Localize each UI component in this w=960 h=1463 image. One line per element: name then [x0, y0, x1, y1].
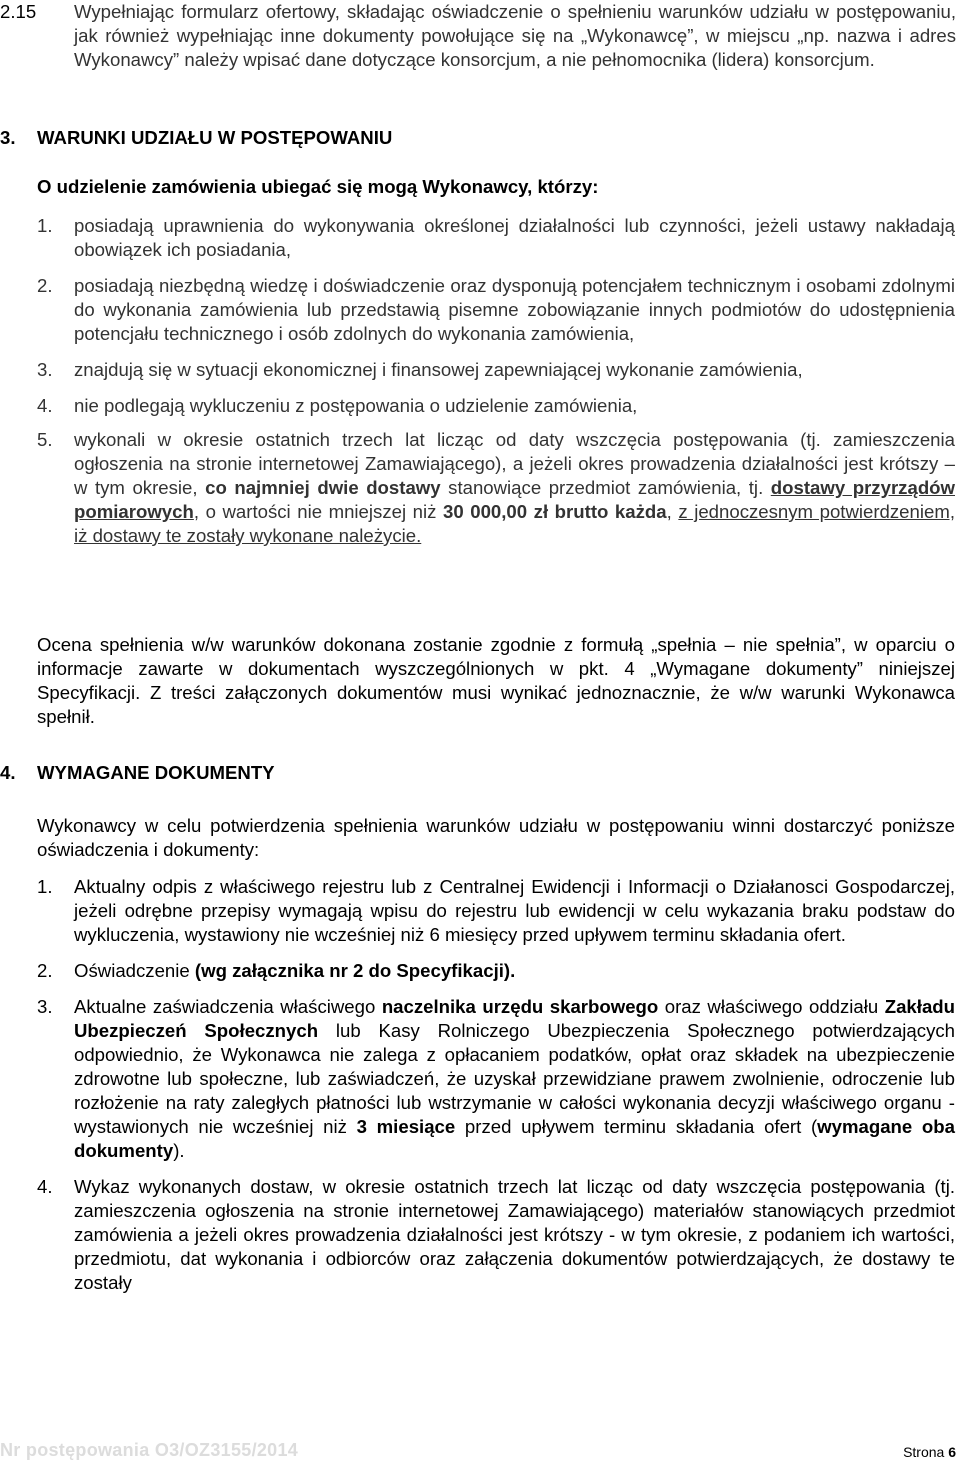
list-item	[37, 428, 955, 548]
list-item-text: ).	[173, 1140, 185, 1161]
list-item-text: przed upływem terminu składania ofert (	[464, 1116, 818, 1137]
section-3-title: WARUNKI UDZIAŁU W POSTĘPOWANIU	[37, 127, 393, 148]
list-item-text: Aktualny odpis z właściwego rejestru lub z Centralnej Ewidencji i Informacji o Działanosci Gospodarczej, jeżeli odrębne przepisy wymagają wpisu do rejestru lub ewidencji w celu wykazania braku podstaw do wykluczenia, wystawiony nie wcześniej niż 6 miesięcy przed upływem terminu składania ofert.	[74, 876, 955, 945]
list-item-text: posiadają uprawnienia do wykonywania określonej działalności lub czynności, jeżeli ustawy nakładają obowiązek ich posiadania,	[74, 215, 955, 260]
section-2-15-number: 2.15	[0, 1, 37, 22]
footer-reference: Nr postępowania O3/OZ3155/2014	[0, 1440, 299, 1460]
list-item-number: 4.	[37, 395, 53, 416]
conditions-list	[37, 214, 955, 548]
list-item-number: 2.	[37, 960, 53, 981]
section-4-number: 4.	[0, 762, 16, 783]
list-item-text: znajdują się w sytuacji ekonomicznej i finansowej zapewniającej wykonanie zamówienia,	[74, 359, 803, 380]
list-item-text: Wykaz wykonanych dostaw, w okresie ostatnich trzech lat licząc od daty wszczęcia postępowania (tj. zamieszczenia ogłoszenia na stronie internetowej Zamawiającego) materiałów stanowiących przedmiot zamówienia a jeżeli okres prowadzenia działalności jest krótszy - w tym okresie, z podaniem ich wartości, przedmiotu, dat wykonania i odbiorców oraz załączenia dokumentów potwierdzających, że dostawy te zostały	[74, 1176, 955, 1293]
list-item-number: 2.	[37, 275, 53, 296]
list-item-number: 1.	[37, 215, 53, 236]
section-3-intro: O udzielenie zamówienia ubiegać się mogą Wykonawcy, którzy:	[37, 176, 599, 197]
list-item-text: Oświadczenie	[74, 960, 190, 981]
list-item	[37, 995, 955, 1163]
list-item-text: lub Kasy Rolniczego Ubezpieczenia Społecznego potwierdzających odpowiednio, że Wykonawca nie zalega z opłacaniem podatków, opłat oraz składek na ubezpieczenie zdrowotne lub społeczne, lub zaświadczeń, że uzyskał przewidziane prawem zwolnienie, odroczenie lub rozłożenie na raty zaległych płatności lub wstrzymanie w całości wykonania decyzji właściwego organu - wystawionych nie wcześniej niż	[74, 1020, 955, 1137]
list-item	[37, 1175, 955, 1295]
documents-list	[37, 875, 955, 1295]
list-item-bold: 3 miesiące	[356, 1116, 456, 1137]
section-2-15	[0, 0, 956, 72]
section-3-number: 3.	[0, 127, 16, 148]
list-item-text: posiadają niezbędną wiedzę i doświadczenie oraz dysponują potencjałem technicznym i osobami zdolnymi do wykonania zamówienia lub przedstawią pisemne zobowiązanie innych podmiotów do udostępnienia potencjału technicznego i osób zdolnych do wykonania zamówienia,	[74, 275, 955, 344]
section-4-title: WYMAGANE DOKUMENTY	[37, 762, 275, 783]
list-item-number: 1.	[37, 876, 53, 897]
list-item-bold: (wg załącznika nr 2 do Specyfikacji).	[194, 960, 516, 981]
footer-page-value: 6	[948, 1444, 956, 1460]
list-item-text: Aktualne zaświadczenia właściwego	[74, 996, 376, 1017]
list-item-number: 3.	[37, 359, 53, 380]
list-item-bold: naczelnika urzędu skarbowego	[381, 996, 659, 1017]
list-item-bold-underlined: dostawy przyrządów pomiarowych	[74, 477, 955, 522]
list-item	[37, 959, 955, 983]
list-item-underlined: z jednoczesnym potwierdzeniem, iż dostawy te zostały wykonane należycie.	[74, 501, 955, 546]
footer-page-label: Strona	[903, 1444, 945, 1460]
list-item-text: nie podlegają wykluczeniu z postępowania o udzielenie zamówienia,	[74, 395, 638, 416]
list-item-text: , o wartości nie mniejszej niż	[193, 501, 437, 522]
list-item	[37, 274, 955, 346]
list-item-text: wykonali w okresie ostatnich trzech lat licząc od daty wszczęcia postępowania (tj. zamieszczenia ogłoszenia na stronie internetowej Zamawiającego), a jeżeli okres prowadzenia działalności jest krótszy – w tym okresie,	[74, 429, 955, 498]
list-item	[37, 358, 955, 382]
section-4-heading	[0, 761, 275, 785]
list-item-bold: Zakładu Ubezpieczeń Społecznych	[74, 996, 955, 1041]
list-item-text: stanowiące przedmiot zamówienia, tj.	[448, 477, 764, 498]
list-item	[37, 214, 955, 262]
list-item-number: 4.	[37, 1176, 53, 1197]
list-item-number: 5.	[37, 429, 53, 450]
assessment-paragraph: Ocena spełnienia w/w warunków dokonana zostanie zgodnie z formułą „spełnia – nie spełnia”, w oparciu o informacje zawarte w dokumentach wyszczególnionych w pkt. 4 „Wymagane dokumenty” niniejszej Specyfikacji. Z treści załączonych dokumentów musi wynikać jednoznacznie, że w/w warunki Wykonawca spełnił.	[37, 634, 955, 727]
list-item-bold: co najmniej dwie dostawy	[205, 477, 441, 498]
section-4-intro: Wykonawcy w celu potwierdzenia spełnienia warunków udziału w postępowaniu winni dostarczyć poniższe oświadczenia i dokumenty:	[37, 815, 955, 860]
list-item-bold: 30 000,00 zł brutto każda	[442, 501, 667, 522]
list-item-bold: wymagane oba dokumenty	[74, 1116, 955, 1161]
list-item	[37, 394, 955, 418]
list-item-number: 3.	[37, 996, 53, 1017]
section-3-heading	[0, 126, 392, 150]
section-2-15-text: Wypełniając formularz ofertowy, składając oświadczenie o spełnieniu warunków udziału w postępowaniu, jak również wypełniając inne dokumenty powołujące się na „Wykonawcę”, w miejscu „np. nazwa i adres Wykonawcy” należy wpisać dane dotyczące konsorcjum, a nie pełnomocnika (lidera) konsorcjum.	[74, 1, 956, 70]
list-item	[37, 875, 955, 947]
footer-page-number	[903, 1440, 956, 1463]
list-item-text: ,	[666, 501, 672, 522]
list-item-text: oraz właściwego oddziału	[664, 996, 879, 1017]
